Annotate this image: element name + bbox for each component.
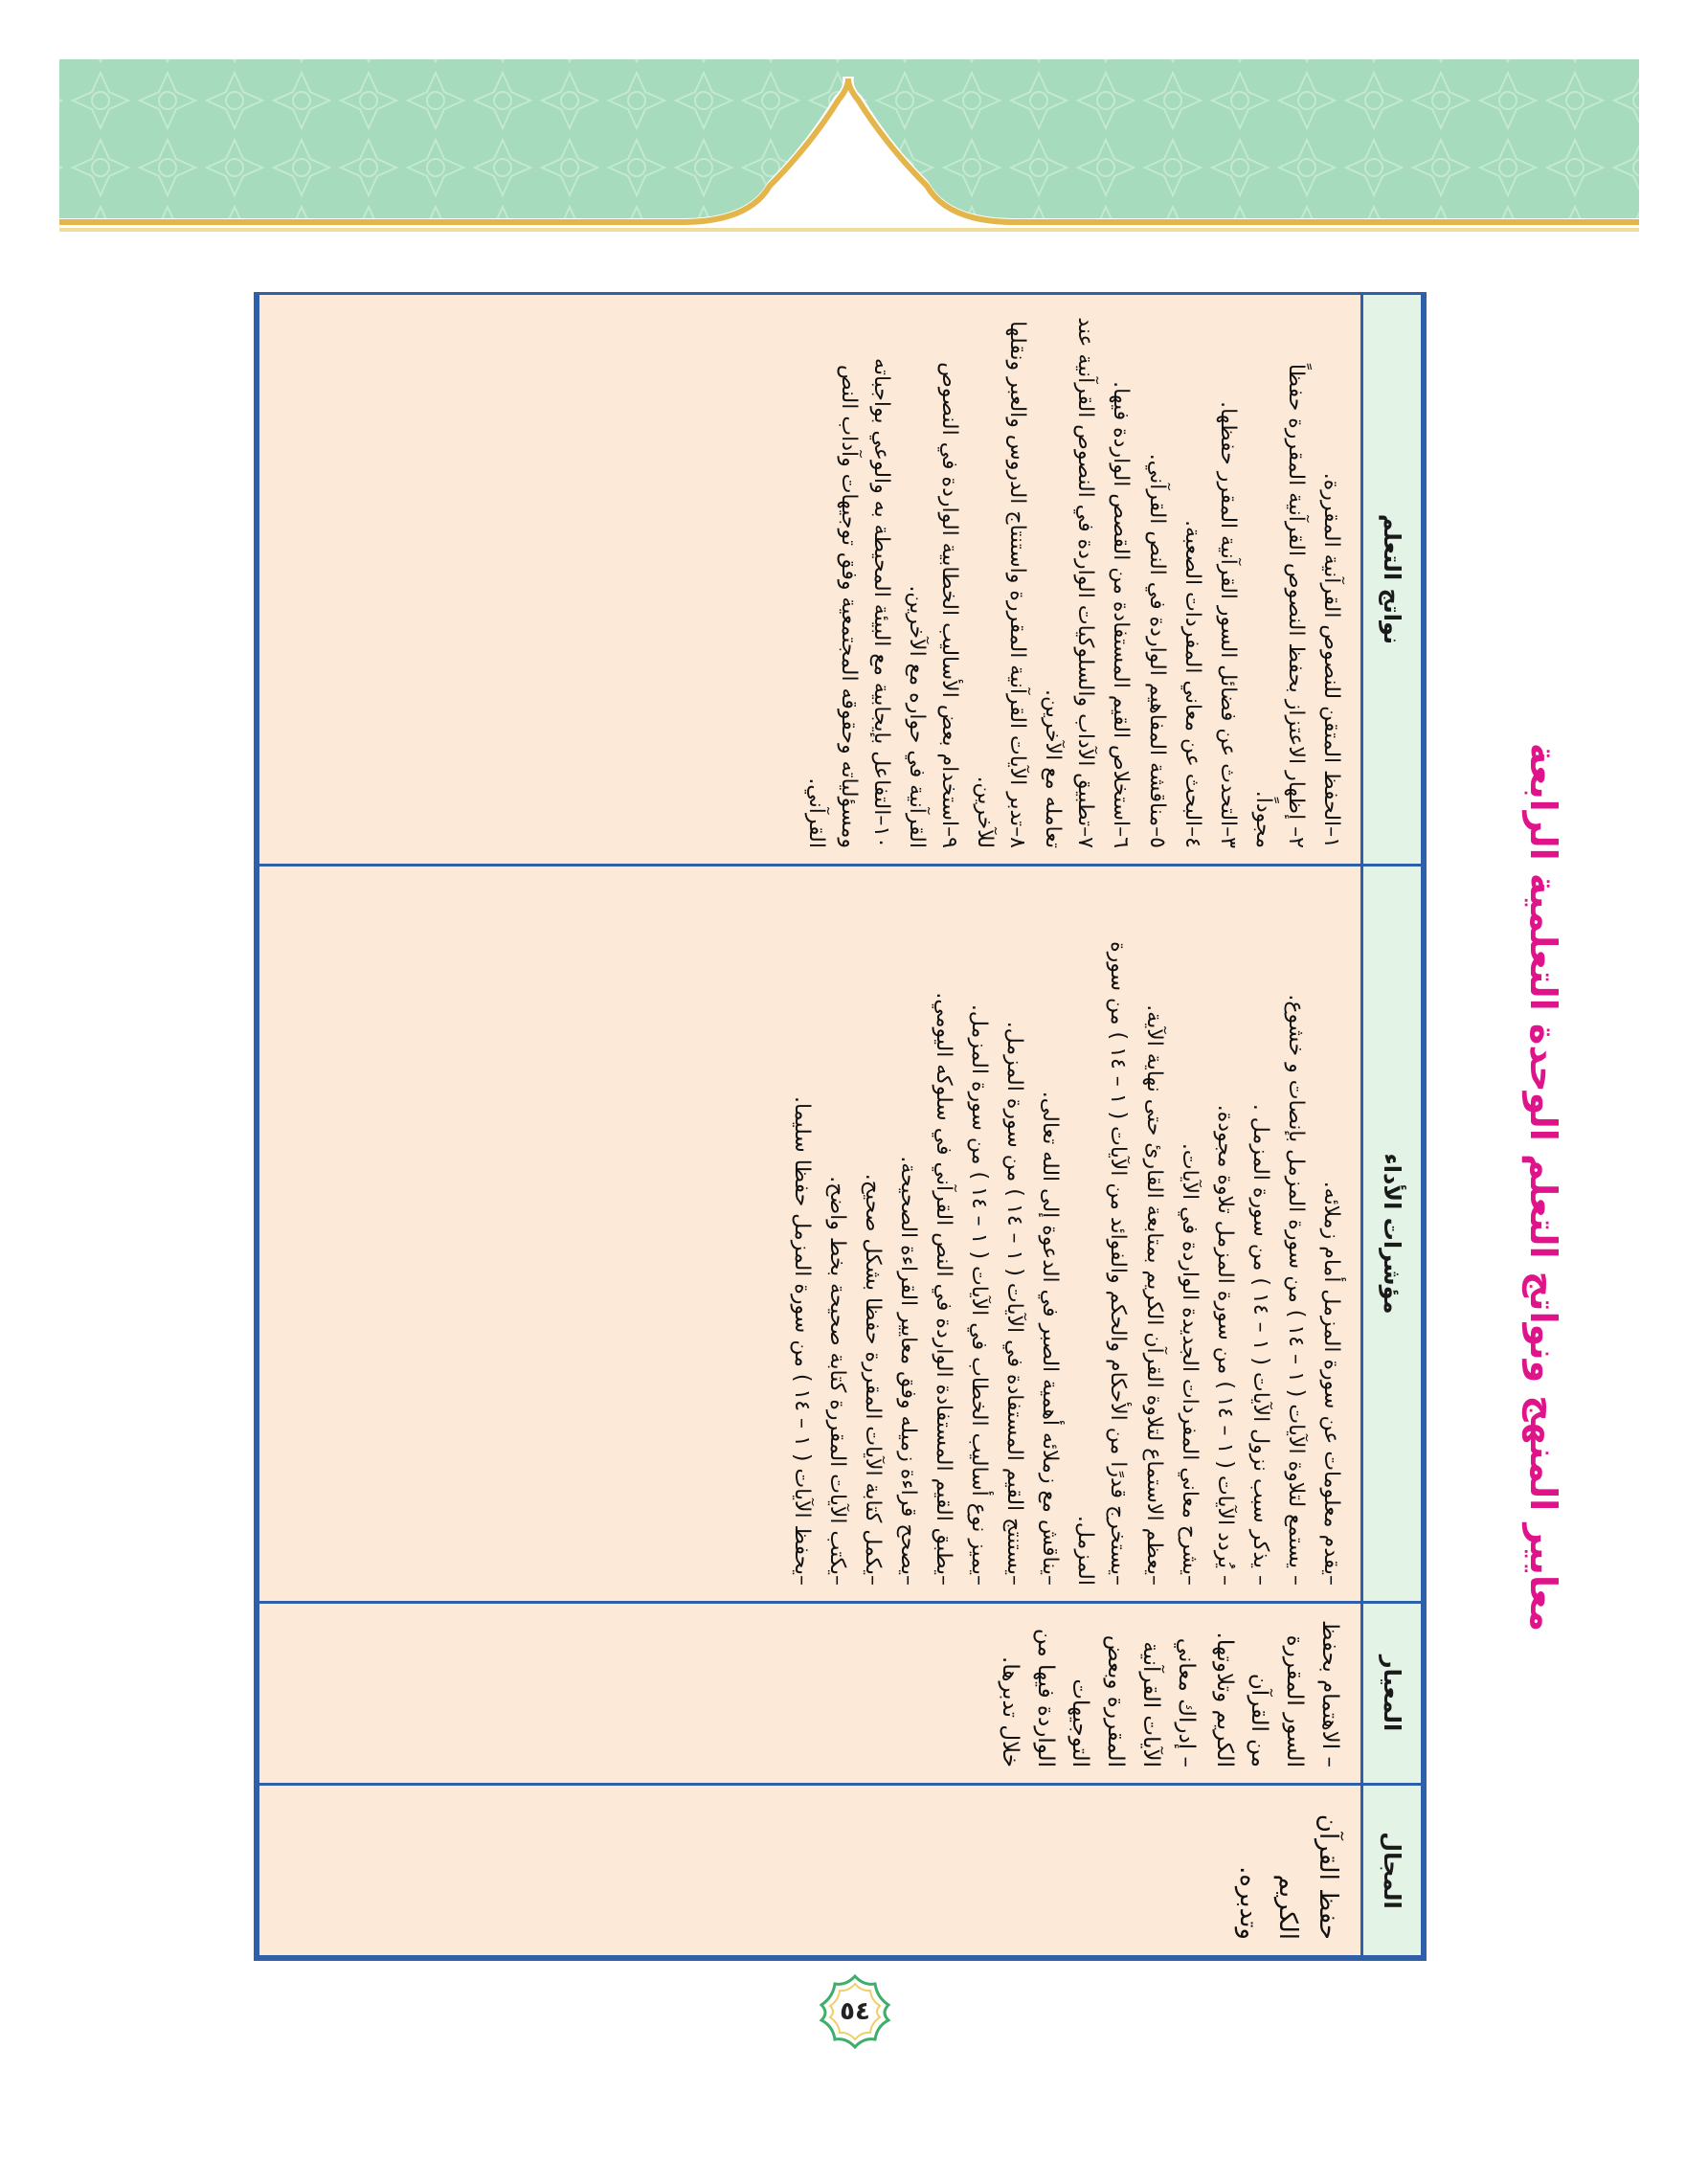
indicator-item: –يكتب الآيات المقررة كتابة صحيحة بخط واضح. xyxy=(824,1176,849,1586)
indicator-item: –يميز نوع أساليب الخطاب في الآيات ( ١ – ١٤ ) من سورة المزمل. xyxy=(967,1003,992,1586)
standards-table xyxy=(257,292,1424,1958)
standards-table-frame xyxy=(254,292,1427,1961)
table-row xyxy=(258,294,1362,1957)
outcome-item: ٦–استخلاص القيم المستفادة من القصص الواردة فيها. xyxy=(1109,381,1134,848)
decorative-header-banner xyxy=(0,0,1708,249)
cell-standard xyxy=(258,1603,1362,1785)
header-field: المجال xyxy=(1362,1785,1423,1957)
outcome-item: ٣–التحدث عن فضائل السور القرآنية المقرر حفظها. xyxy=(1215,401,1240,848)
cell-field xyxy=(258,1785,1362,1957)
outcome-item: ٤–البحث عن معاني المفردات الصعبة. xyxy=(1180,520,1204,848)
standard-item: – إدراك معاني الآيات القرآنية المقررة وبعض التوجيهات الواردة فيها من خلال تدبرها. xyxy=(997,1628,1199,1767)
indicator-item: –يصحح قراءة زميله وفق معايير القراءة الصحيحة. xyxy=(895,1156,920,1586)
indicator-item: –يشرح معاني المفردات الجديدة الواردة في الآيات. xyxy=(1177,1142,1202,1586)
outcome-item: ٨–تدبر الآيات القرآنية المقررة واستنتاج الدروس والعبر ونقلها للآخرين. xyxy=(973,321,1030,848)
header-outcomes: نواتج التعلم xyxy=(1362,294,1423,866)
indicator-item: –يناقش مع زملائه أهمية الصبر في الدعوة إلى الله تعالى. xyxy=(1038,1091,1063,1586)
cell-outcomes xyxy=(258,294,1362,866)
header-indicators: مؤشرات الأداء xyxy=(1362,866,1423,1603)
outcome-item: ٧–تطبيق الآداب والسلوكيات الواردة في النصوص القرآنية عند تعامله مع الآخرين. xyxy=(1041,317,1098,848)
indicator-item: –يستخرج قدرًا من الأحكام والحكم والفوائد من الآيات ( ١ – ١٤ ) من سورة المزمل. xyxy=(1073,941,1131,1586)
outcome-item: ٩–استخدام بعض الأساليب الخطابية الواردة في النصوص القرآنية في حواره مع الآخرين. xyxy=(904,362,961,848)
outcome-item: ١–الحفظ المتقن للنصوص القرآنية المقررة. xyxy=(1319,472,1343,848)
indicator-item: –يحفظ الآيات ( ١ – ١٤ ) من سورة المزمل حفظا سليما. xyxy=(789,1096,814,1586)
indicator-item: –يستنتج القيم المستفادة في الآيات ( ١ – ١٤ ) من سورة المزمل. xyxy=(1002,1021,1027,1586)
indicator-item: – يُردد الآيات ( ١ – ١٤ ) من سورة المزمل تلاوة مجودة. xyxy=(1212,1104,1237,1586)
outcome-item: ٥–مناقشة المفاهيم الواردة في النص القرآني. xyxy=(1144,453,1169,848)
page-title: معايير المنهج ونواتج التعلم الوحدة التعلمية الرابعة xyxy=(1522,742,1564,1632)
outcome-item: ١٠–التفاعل بإيجابية مع البيئة المحيطة به والوعي بواجباته ومسؤلياته وحقوقه المجتمعية وفق توجيهات وآداب النص القرآني. xyxy=(803,358,893,848)
indicator-item: – يستمع لتلاوة الآيات ( ١ – ١٤ ) من سورة المزمل بإنصات و خشوع. xyxy=(1283,994,1308,1586)
header-standard: المعيار xyxy=(1362,1603,1423,1785)
indicator-item: –يقدم معلومات عن سورة المزمل أمام زملائه. xyxy=(1319,1181,1343,1586)
page-number: ٥٤ xyxy=(840,1997,870,2026)
indicator-item: –يكمل كتابة الآيات المقررة حفظا بشكل صحيح. xyxy=(860,1173,885,1586)
outcome-item: ٢– إظهار الاعتزاز بحفظ النصوص القرآنية المقررة حفظاً مجوداً. xyxy=(1250,363,1308,848)
indicator-item: – يذكر سبب نزول الآيات ( ١ – ١٤ ) من سورة المزمل . xyxy=(1247,1103,1272,1586)
indicator-item: –يطبق القيم المستفادة الواردة في النص القرآني في سلوكه اليومي. xyxy=(931,992,955,1586)
standard-item: – الاهتمام بحفظ السور المقررة من القرآن الكريم وتلاوتها. xyxy=(1211,1620,1342,1767)
indicator-item: –يعظم الاستماع لتلاوة القرآن الكريم بمتابعة القارئ حتى نهاية الآية. xyxy=(1141,1004,1166,1586)
rotated-table-container xyxy=(257,295,1424,1958)
cell-indicators xyxy=(258,866,1362,1603)
field-text: حفظ القرآن الكريم وتدبره. xyxy=(1233,1813,1342,1940)
table-header-row xyxy=(1362,294,1423,1957)
